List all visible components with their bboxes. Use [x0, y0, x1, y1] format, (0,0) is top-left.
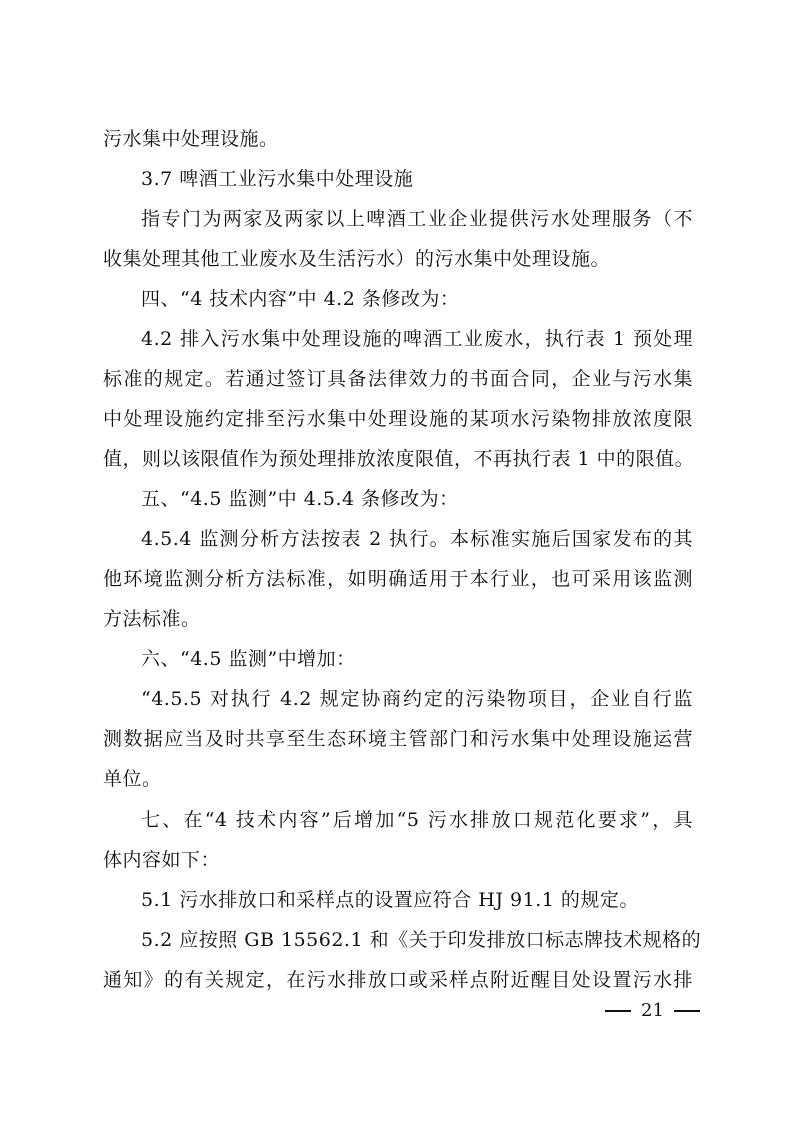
amendment-heading: 七、在“4 技术内容”后增加“5 污水排放口规范化要求”，具 [141, 809, 693, 831]
amendment-heading: 五、“4.5 监测”中 4.5.4 条修改为： [141, 488, 459, 510]
text-line: 指专门为两家及两家以上啤酒工业企业提供污水处理服务（不 [141, 208, 693, 230]
text-line: 单位。 [103, 768, 162, 790]
text-line: 中处理设施约定排至污水集中处理设施的某项水污染物排放浓度限 [103, 408, 693, 430]
text-line: 测数据应当及时共享至生态环境主管部门和污水集中处理设施运营 [103, 728, 693, 750]
page-number-value: 21 [641, 1000, 664, 1021]
text-line: 他环境监测分析方法标准，如明确适用于本行业，也可采用该监测 [103, 568, 693, 590]
text-line: 4.5.4 监测分析方法按表 2 执行。本标准实施后国家发布的其 [141, 528, 693, 550]
text-line: 4.2 排入污水集中处理设施的啤酒工业废水，执行表 1 预处理 [141, 328, 693, 350]
dash-left-icon [605, 1010, 631, 1012]
amendment-heading: 四、“4 技术内容”中 4.2 条修改为： [141, 288, 460, 310]
text-line: 方法标准。 [103, 608, 201, 630]
amendment-heading: 六、“4.5 监测”中增加： [141, 648, 356, 670]
section-heading: 3.7 啤酒工业污水集中处理设施 [141, 168, 414, 190]
text-line: 值，则以该限值作为预处理排放浓度限值，不再执行表 1 中的限值。 [103, 448, 695, 470]
text-line: 通知》的有关规定，在污水排放口或采样点附近醒目处设置污水排 [103, 969, 693, 991]
text-line: “4.5.5 对执行 4.2 规定协商约定的污染物项目，企业自行监 [141, 688, 693, 710]
text-line: 收集处理其他工业废水及生活污水）的污水集中处理设施。 [103, 248, 611, 270]
text-line: 体内容如下： [103, 849, 221, 871]
text-line: 5.2 应按照 GB 15562.1 和《关于印发排放口标志牌技术规格的 [141, 929, 702, 951]
text-line: 标准的规定。若通过签订具备法律效力的书面合同，企业与污水集 [103, 368, 693, 390]
text-line: 5.1 污水排放口和采样点的设置应符合 HJ 91.1 的规定。 [141, 889, 639, 911]
dash-right-icon [674, 1010, 700, 1012]
text-line: 污水集中处理设施。 [103, 128, 279, 150]
page-number [605, 998, 695, 1024]
